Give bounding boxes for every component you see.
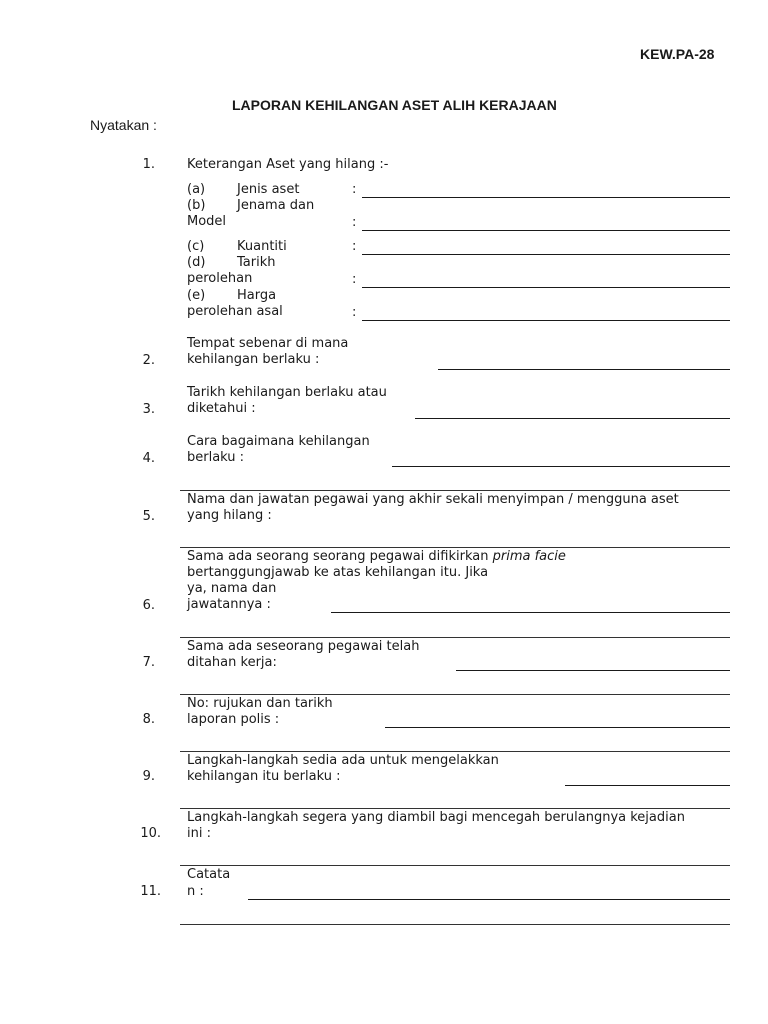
item-5-top-rule: [180, 490, 730, 491]
item-11-text-2: n :: [187, 884, 204, 899]
item-9-answer-line[interactable]: [565, 785, 730, 786]
item-1c-letter: (c): [187, 239, 205, 254]
item-9-number: 9.: [142, 769, 155, 784]
item-2-answer-line[interactable]: [438, 369, 730, 370]
item-7-text-2: ditahan kerja:: [187, 655, 277, 670]
item-3-text-2: diketahui :: [187, 401, 256, 416]
item-7-text-1: Sama ada seseorang pegawai telah: [187, 639, 420, 654]
item-1e-answer-line[interactable]: [362, 320, 730, 321]
item-1e-label: Harga: [237, 288, 277, 303]
item-1a-label: Jenis aset: [237, 182, 300, 197]
item-5-number: 5.: [142, 509, 155, 524]
item-10-text-2: ini :: [187, 826, 211, 841]
item-5-text-1: Nama dan jawatan pegawai yang akhir sekali menyimpan / mengguna aset: [187, 492, 679, 507]
item-1e-colon: :: [352, 305, 357, 320]
item-1b-label-2: Model: [187, 214, 227, 229]
item-1c-answer-line[interactable]: [362, 254, 730, 255]
item-4-number: 4.: [142, 451, 155, 466]
item-1d-letter: (d): [187, 255, 206, 270]
item-8-number: 8.: [142, 712, 155, 727]
item-3-text-1: Tarikh kehilangan berlaku atau: [187, 385, 387, 400]
item-6-top-rule[interactable]: [180, 547, 730, 548]
item-9-top-rule: [180, 751, 730, 752]
item-1e-label-2: perolehan asal: [187, 304, 283, 319]
item-9-text-2: kehilangan itu berlaku :: [187, 769, 341, 784]
item-4-text-1: Cara bagaimana kehilangan: [187, 434, 370, 449]
form-title: LAPORAN KEHILANGAN ASET ALIH KERAJAAN: [232, 97, 557, 113]
item-1a-answer-line[interactable]: [362, 197, 730, 198]
item-8-top-rule: [180, 694, 730, 695]
prima-facie-text: prima facie: [492, 549, 566, 564]
item-7-answer-line[interactable]: [456, 670, 730, 671]
item-1b-letter: (b): [187, 198, 206, 213]
item-10-text-1: Langkah-langkah segera yang diambil bagi mencegah berulangnya kejadian: [187, 810, 685, 825]
item-11-answer-line[interactable]: [248, 899, 730, 900]
item-1d-label: Tarikh: [237, 255, 276, 270]
item-1b-label: Jenama dan: [237, 198, 315, 213]
item-6-text-3: ya, nama dan: [187, 581, 277, 596]
item-10-top-rule: [180, 808, 730, 809]
item-1d-answer-line[interactable]: [362, 287, 730, 288]
item-6-number: 6.: [142, 598, 155, 613]
item-6-text-1: Sama ada seorang seorang pegawai difikirkan prima facie: [187, 549, 566, 564]
item-2-text-1: Tempat sebenar di mana: [187, 336, 349, 351]
item-1d-label-2: perolehan: [187, 271, 253, 286]
item-11-top-rule[interactable]: [180, 865, 730, 866]
item-2-text-2: kehilangan berlaku :: [187, 352, 320, 367]
item-6-text-2: bertanggungjawab ke atas kehilangan itu. Jika: [187, 565, 489, 580]
item-1b-colon: :: [352, 215, 357, 230]
item-1a-colon: :: [352, 182, 357, 197]
item-8-text-1: No: rujukan dan tarikh: [187, 696, 333, 711]
item-5-text-2: yang hilang :: [187, 508, 272, 523]
item-2-number: 2.: [142, 353, 155, 368]
item-1a-letter: (a): [187, 182, 206, 197]
item-1-heading: Keterangan Aset yang hilang :-: [187, 157, 389, 172]
item-11-number: 11.: [140, 884, 161, 899]
item-3-answer-line[interactable]: [415, 418, 730, 419]
item-6-answer-line[interactable]: [331, 612, 730, 613]
item-4-text-2: berlaku :: [187, 450, 245, 465]
item-1d-colon: :: [352, 272, 357, 287]
form-code: KEW.PA-28: [640, 46, 715, 62]
nyatakan-label: Nyatakan :: [90, 117, 157, 133]
item-1c-colon: :: [352, 239, 357, 254]
item-8-answer-line[interactable]: [385, 727, 730, 728]
item-7-number: 7.: [142, 655, 155, 670]
item-3-number: 3.: [142, 402, 155, 417]
item-1e-letter: (e): [187, 288, 206, 303]
item-7-top-rule: [180, 637, 730, 638]
item-11-text-1: Catata: [187, 867, 231, 882]
item-1-number: 1.: [142, 157, 155, 172]
item-4-answer-line[interactable]: [392, 466, 730, 467]
item-6-text-4: jawatannya :: [187, 597, 271, 612]
item-8-text-2: laporan polis :: [187, 712, 280, 727]
item-1b-answer-line[interactable]: [362, 230, 730, 231]
item-11-bottom-rule[interactable]: [180, 924, 730, 925]
item-1c-label: Kuantiti: [237, 239, 287, 254]
item-10-number: 10.: [140, 826, 161, 841]
item-9-text-1: Langkah-langkah sedia ada untuk mengelakkan: [187, 753, 499, 768]
